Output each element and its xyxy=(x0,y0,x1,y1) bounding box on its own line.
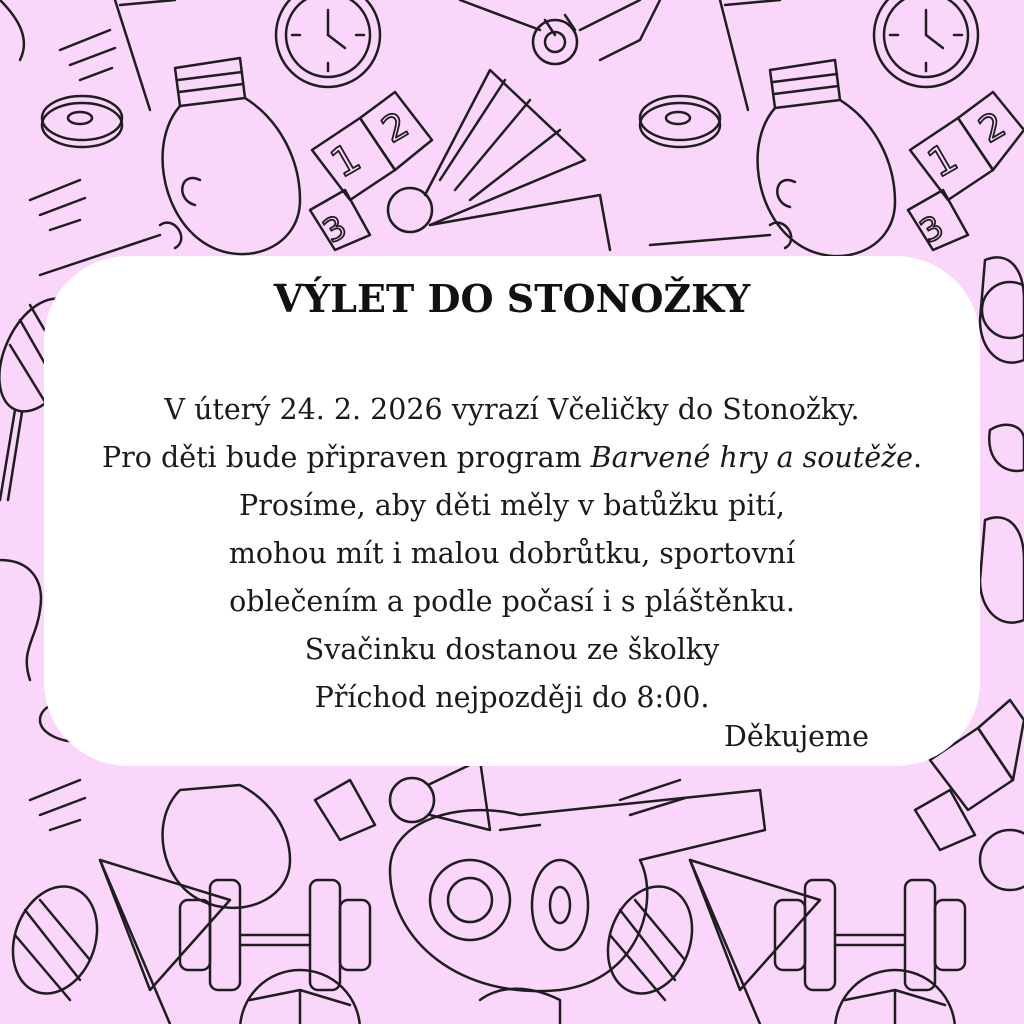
program-name: Barvené hry a soutěže xyxy=(590,441,913,474)
svg-text:3: 3 xyxy=(913,207,950,251)
boxing-glove-icon xyxy=(758,60,895,256)
body-line-4: mohou mít i malou dobrůtku, sportovní xyxy=(228,537,796,570)
body-line-1: V úterý 24. 2. 2026 vyrazí Včeličky do Stonožky. xyxy=(164,393,860,426)
boxing-glove-icon xyxy=(163,58,300,254)
boxing-glove-icon xyxy=(163,785,290,908)
body-line-2-suffix: . xyxy=(913,441,923,474)
closing-thanks: Děkujeme xyxy=(724,720,869,753)
svg-text:2: 2 xyxy=(375,104,416,152)
body-line-2 xyxy=(0,434,1024,482)
svg-text:1: 1 xyxy=(323,134,369,188)
tennis-racket-icon xyxy=(594,875,707,1006)
svg-text:3: 3 xyxy=(316,207,353,251)
svg-text:1: 1 xyxy=(920,134,966,188)
body-line-2-prefix: Pro děti bude připraven program xyxy=(101,441,591,474)
body-line-6: Svačinku dostanou ze školky xyxy=(304,633,720,666)
body-line-7: Příchod nejpozději do 8:00. xyxy=(314,681,710,714)
stopwatch-icon xyxy=(276,0,380,87)
page-title: VÝLET DO STONOŽKY xyxy=(273,276,751,321)
podium-icon xyxy=(908,92,1024,251)
dumbbell-icon xyxy=(180,880,370,990)
invitation-body xyxy=(0,386,1024,722)
podium-icon xyxy=(310,92,432,251)
bicycle-icon xyxy=(460,0,660,64)
tennis-racket-icon xyxy=(0,875,111,1006)
shuttlecock-icon xyxy=(390,760,490,830)
body-line-3: Prosíme, aby děti měly v batůžku pití, xyxy=(239,489,785,522)
body-line-5: oblečením a podle počasí i s pláštěnku. xyxy=(229,585,795,618)
svg-text:2: 2 xyxy=(972,104,1013,152)
stopwatch-icon xyxy=(874,0,978,87)
dumbbell-icon xyxy=(775,880,965,990)
